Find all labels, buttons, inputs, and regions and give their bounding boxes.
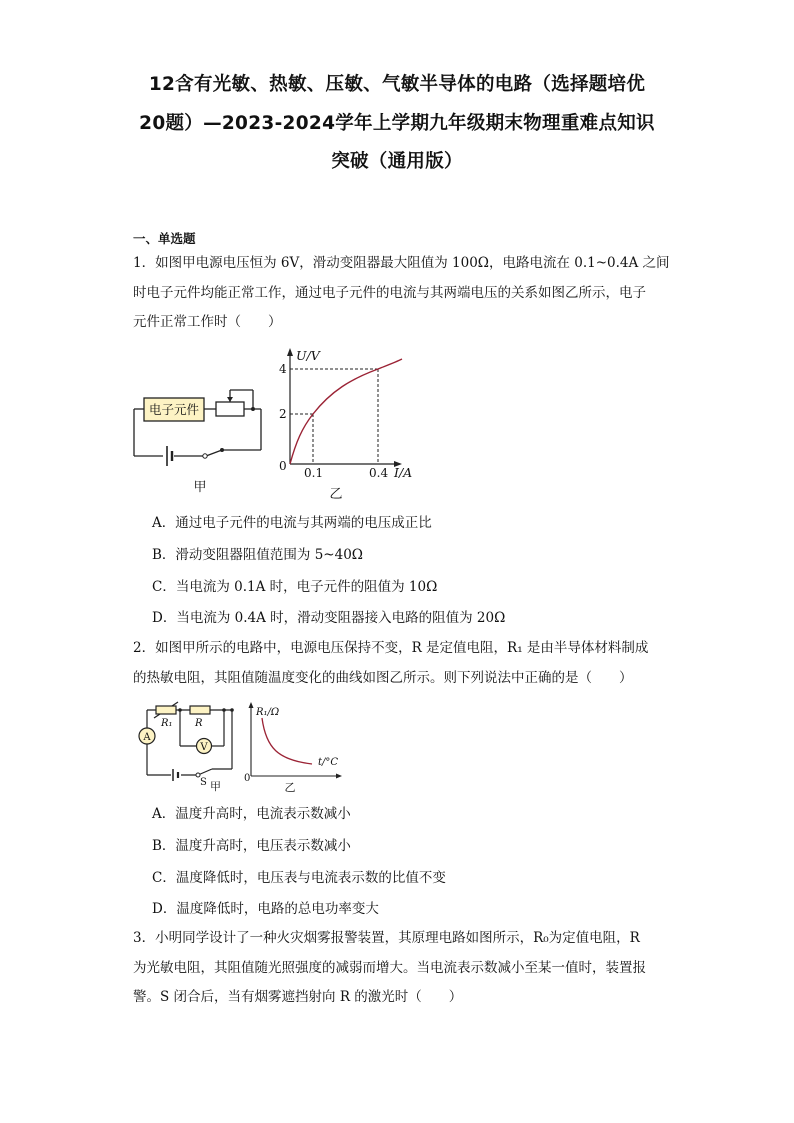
- question-2-stem: [133, 634, 663, 693]
- switch-label: S: [200, 777, 207, 788]
- q2-rt-graph: [242, 702, 352, 796]
- fixed-resistor-r: [190, 706, 210, 714]
- question-3-stem: [133, 924, 663, 1013]
- r-label: R: [195, 718, 203, 729]
- ui-curve: [290, 359, 402, 464]
- question-1-line-1: 1．如图甲电源电压恒为 6V，滑动变阻器最大阻值为 100Ω，电路电流在 0.1~0.4A 之间: [133, 255, 670, 271]
- origin-label-2: 0: [244, 773, 251, 784]
- section-heading: 一、单选题: [133, 231, 196, 246]
- r1-label: R₁: [161, 718, 173, 729]
- question-3-line-3: 警。S 闭合后，当有烟雾遮挡射向 R 的激光时（ ）: [133, 989, 463, 1005]
- question-1-stem: [133, 249, 670, 338]
- x-tick-0-1: 0.1: [304, 466, 324, 480]
- q1-ui-graph: [276, 346, 426, 502]
- document-title: [100, 66, 694, 182]
- title-line-2: 20题）—2023-2024学年上学期九年级期末物理重难点知识: [139, 112, 655, 134]
- question-3-line-2: 为光敏电阻，其阻值随光照强度的减弱而增大。当电流表示数减小至某一值时，装置报: [133, 959, 646, 976]
- q2-option-b: B．温度升高时，电压表示数减小: [152, 838, 351, 854]
- x-tick-0-4: 0.4: [369, 466, 389, 480]
- question-2-line-2: 的热敏电阻，其阻值随温度变化的曲线如图乙所示。则下列说法中正确的是（ ）: [133, 669, 633, 686]
- ammeter-label: A: [143, 732, 151, 743]
- q2-option-d: D．温度降低时，电路的总电功率变大: [152, 901, 379, 917]
- y-axis-label: U/V: [296, 348, 320, 363]
- y-axis-label-2: R₁/Ω: [256, 707, 280, 718]
- q1-option-d: D．当电流为 0.4A 时，滑动变阻器接入电路的阻值为 20Ω: [152, 610, 506, 626]
- q2-option-a: A．温度升高时，电流表示数减小: [152, 806, 351, 822]
- q2-option-c: C．温度降低时，电压表与电流表示数的比值不变: [152, 870, 446, 886]
- rt-curve: [262, 718, 312, 764]
- question-3-line-1: 3．小明同学设计了一种火灾烟雾报警装置，其原理电路如图所示，R₀为定值电阻，R: [133, 930, 640, 946]
- figure-caption-jia: 甲: [193, 480, 207, 495]
- q1-option-b: B．滑动变阻器阻值范围为 5~40Ω: [152, 547, 363, 563]
- thermistor-r1: [156, 706, 176, 714]
- q1-circuit-diagram: [130, 378, 270, 498]
- figure-caption-yi-2: 乙: [284, 781, 296, 794]
- title-line-1: 12含有光敏、热敏、压敏、气敏半导体的电路（选择题培优: [148, 74, 646, 95]
- figure-caption-yi: 乙: [329, 487, 343, 502]
- electronic-component-label: 电子元件: [148, 402, 200, 417]
- y-tick-2: 2: [279, 407, 287, 421]
- voltmeter-label: V: [200, 742, 208, 753]
- y-tick-4: 4: [279, 362, 287, 376]
- origin-label: 0: [279, 459, 287, 473]
- x-axis-label: I/A: [394, 465, 413, 480]
- figure-caption-jia-2: 甲: [210, 780, 221, 793]
- question-2-line-1: 2．如图甲所示的电路中，电源电压保持不变，R 是定值电阻，R₁ 是由半导体材料制成: [133, 640, 649, 656]
- x-axis-label-2: t/°C: [318, 757, 339, 768]
- title-line-3: 突破（通用版）: [331, 151, 463, 172]
- question-1-line-3: 元件正常工作时（ ）: [133, 314, 282, 330]
- q1-option-c: C．当电流为 0.1A 时，电子元件的阻值为 10Ω: [152, 579, 438, 595]
- question-1-line-2: 时电子元件均能正常工作，通过电子元件的电流与其两端电压的关系如图乙所示，电子: [133, 284, 646, 301]
- q1-option-a: A．通过电子元件的电流与其两端的电压成正比: [152, 515, 432, 531]
- q2-circuit-diagram: [132, 700, 252, 795]
